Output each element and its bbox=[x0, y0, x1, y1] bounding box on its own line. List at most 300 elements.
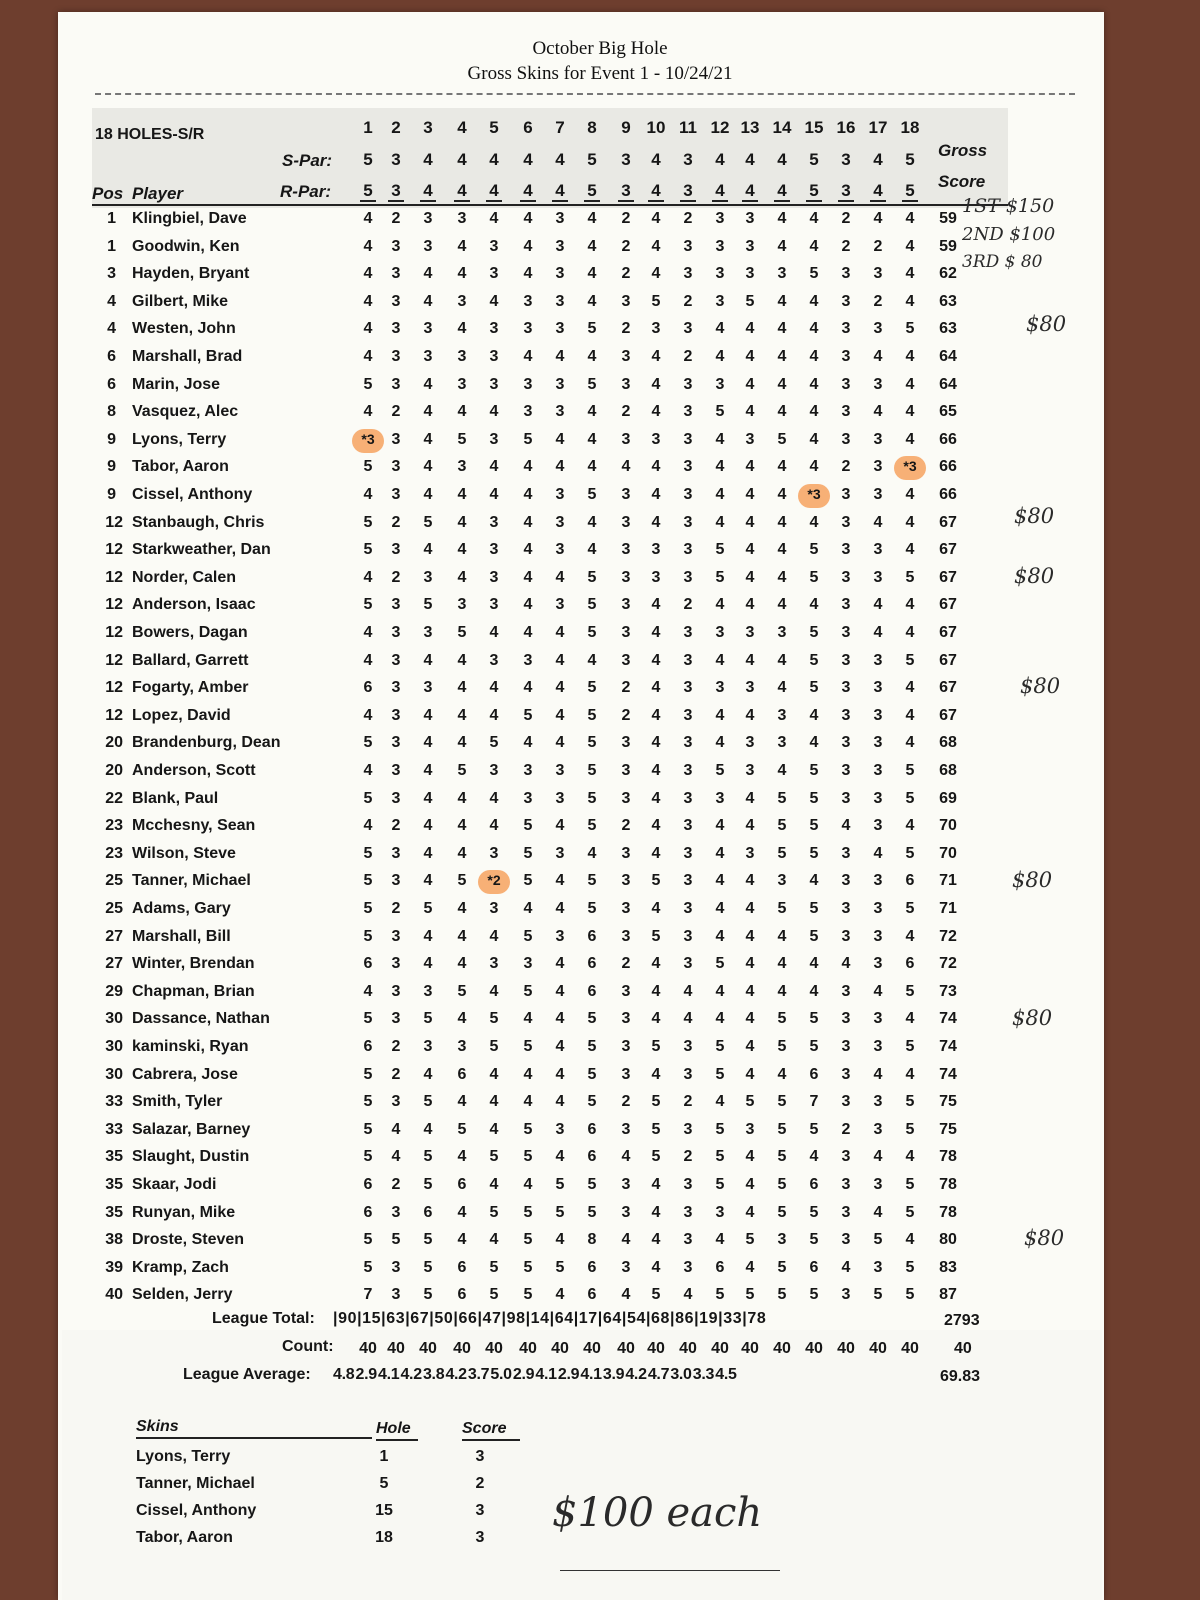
hole-score: 4 bbox=[651, 1010, 661, 1027]
player-name: Norder, Calen bbox=[132, 569, 237, 586]
hole-score: 5 bbox=[363, 458, 373, 475]
count-label: Count: bbox=[282, 1338, 334, 1355]
hole-score: 5 bbox=[777, 1093, 787, 1110]
hole-score: 4 bbox=[555, 817, 565, 834]
hole-score: 4 bbox=[745, 983, 755, 1000]
hole-score: 5 bbox=[587, 1204, 597, 1221]
hole-score: 4 bbox=[423, 955, 433, 972]
hole-score: 4 bbox=[555, 1093, 565, 1110]
pos-label: Pos bbox=[92, 184, 124, 203]
rpar-underline bbox=[870, 200, 886, 202]
hole-score: 3 bbox=[423, 210, 433, 227]
rpar-underline bbox=[712, 200, 728, 202]
hole-score: 4 bbox=[905, 928, 915, 945]
hole-score: 5 bbox=[523, 1259, 533, 1276]
hole-score: 4 bbox=[523, 1066, 533, 1083]
hole-score: 3 bbox=[391, 762, 401, 779]
hole-score: 4 bbox=[587, 293, 597, 310]
hole-score: 4 bbox=[423, 790, 433, 807]
hole-score: 5 bbox=[715, 1121, 725, 1138]
hole-score: 4 bbox=[745, 900, 755, 917]
gross-score: 80 bbox=[939, 1231, 957, 1248]
hole-score: 3 bbox=[683, 514, 693, 531]
hole-score: 3 bbox=[391, 1093, 401, 1110]
player-position: 6 bbox=[107, 376, 116, 393]
hole-score: 3 bbox=[841, 1038, 851, 1055]
hole-score: 3 bbox=[621, 431, 631, 448]
hole-score: 3 bbox=[683, 541, 693, 558]
hole-score: 2 bbox=[391, 1038, 401, 1055]
player-position: 20 bbox=[105, 734, 123, 751]
hole-score: 4 bbox=[587, 431, 597, 448]
hole-score: 5 bbox=[809, 1038, 819, 1055]
hole-score: 4 bbox=[715, 348, 725, 365]
hole-score: 3 bbox=[391, 320, 401, 337]
gross-score: 64 bbox=[939, 348, 957, 365]
hole-score: 4 bbox=[745, 569, 755, 586]
hole-score: 3 bbox=[457, 210, 467, 227]
rpar-value: 3 bbox=[683, 181, 693, 200]
hole-score: 4 bbox=[457, 790, 467, 807]
hole-score: 3 bbox=[391, 238, 401, 255]
hole-score: 4 bbox=[423, 458, 433, 475]
hole-score: 3 bbox=[489, 541, 499, 558]
report-subtitle: Gross Skins for Event 1 - 10/24/21 bbox=[467, 63, 733, 84]
hole-score: 3 bbox=[391, 486, 401, 503]
hole-score: 6 bbox=[715, 1259, 725, 1276]
hole-score: 4 bbox=[423, 734, 433, 751]
handwritten-first-place: 1ST $150 bbox=[962, 195, 1055, 217]
hole-score: 4 bbox=[777, 983, 787, 1000]
hole-score: 6 bbox=[423, 1204, 433, 1221]
hole-score: 4 bbox=[457, 1010, 467, 1027]
count-value: 40 bbox=[359, 1340, 377, 1357]
hole-score: 4 bbox=[651, 679, 661, 696]
hole-score: 2 bbox=[621, 679, 631, 696]
hole-score: 3 bbox=[489, 320, 499, 337]
hole-score: 5 bbox=[809, 900, 819, 917]
hole-score: 3 bbox=[745, 762, 755, 779]
hole-score: 4 bbox=[683, 1286, 693, 1303]
league-total-values: |90|15|63|67|50|66|47|98|14|64|17|64|54|68|86|19|33|78 bbox=[333, 1310, 767, 1327]
hole-score: 5 bbox=[457, 762, 467, 779]
hole-score: 6 bbox=[363, 679, 373, 696]
hole-score: 5 bbox=[423, 1093, 433, 1110]
hole-score: *3 bbox=[361, 431, 375, 447]
hole-score: 4 bbox=[489, 1093, 499, 1110]
hole-score: 5 bbox=[715, 1066, 725, 1083]
gross-score: 66 bbox=[939, 486, 957, 503]
hole-score: *3 bbox=[807, 486, 821, 502]
hole-score: 5 bbox=[905, 983, 915, 1000]
hole-score: 3 bbox=[651, 541, 661, 558]
hole-score: 3 bbox=[683, 1231, 693, 1248]
hole-score: 4 bbox=[651, 1259, 661, 1276]
player-position: 23 bbox=[105, 817, 123, 834]
hole-score: 4 bbox=[363, 652, 373, 669]
rpar-underline bbox=[520, 200, 536, 202]
player-position: 29 bbox=[105, 983, 123, 1000]
hole-score: 4 bbox=[651, 817, 661, 834]
hole-score: 4 bbox=[489, 486, 499, 503]
hole-score: 3 bbox=[423, 983, 433, 1000]
hole-score: 3 bbox=[621, 514, 631, 531]
hole-score: 4 bbox=[809, 210, 819, 227]
hole-score: 3 bbox=[683, 238, 693, 255]
hole-score: 3 bbox=[489, 955, 499, 972]
spar-value: 3 bbox=[391, 150, 401, 169]
rpar-underline bbox=[486, 200, 502, 202]
gross-score: 87 bbox=[939, 1286, 957, 1303]
hole-score: 5 bbox=[587, 817, 597, 834]
gross-score: 78 bbox=[939, 1204, 957, 1221]
hole-score: 5 bbox=[777, 431, 787, 448]
player-position: 20 bbox=[105, 762, 123, 779]
hole-score: 4 bbox=[841, 1259, 851, 1276]
hole-score: 3 bbox=[873, 790, 883, 807]
hole-score: 4 bbox=[391, 1148, 401, 1165]
hole-score: 4 bbox=[489, 707, 499, 724]
hole-score: 3 bbox=[683, 1121, 693, 1138]
gross-score: 72 bbox=[939, 955, 957, 972]
rpar-value: 5 bbox=[587, 181, 597, 200]
hole-score: 5 bbox=[777, 790, 787, 807]
hole-score: 4 bbox=[489, 1066, 499, 1083]
hole-score: 4 bbox=[457, 569, 467, 586]
hole-score: 5 bbox=[587, 790, 597, 807]
player-name: Westen, John bbox=[132, 320, 236, 337]
hole-score: 3 bbox=[715, 238, 725, 255]
hole-score: 3 bbox=[523, 762, 533, 779]
rpar-value: 4 bbox=[423, 181, 433, 200]
hole-score: 3 bbox=[555, 238, 565, 255]
player-position: 4 bbox=[107, 293, 116, 310]
hole-score: 5 bbox=[523, 1038, 533, 1055]
hole-score: 5 bbox=[489, 1038, 499, 1055]
gross-score: 63 bbox=[939, 320, 957, 337]
hole-score: 3 bbox=[391, 431, 401, 448]
rpar-value: 3 bbox=[621, 181, 631, 200]
hole-score: 5 bbox=[457, 872, 467, 889]
hole-score: 3 bbox=[745, 624, 755, 641]
player-position: 30 bbox=[105, 1066, 123, 1083]
hole-score: 3 bbox=[523, 790, 533, 807]
hole-score: 5 bbox=[777, 1176, 787, 1193]
hole-score: 4 bbox=[523, 596, 533, 613]
rpar-underline bbox=[360, 200, 376, 202]
hole-score: 5 bbox=[715, 955, 725, 972]
hole-score: 3 bbox=[873, 955, 883, 972]
hole-score: 5 bbox=[423, 1176, 433, 1193]
hole-score: 4 bbox=[715, 983, 725, 1000]
hole-score: 3 bbox=[621, 1121, 631, 1138]
player-name: Hayden, Bryant bbox=[132, 265, 250, 282]
hole-score: 5 bbox=[651, 1148, 661, 1165]
player-position: 8 bbox=[107, 403, 116, 420]
hole-score: 6 bbox=[587, 928, 597, 945]
skin-score: 3 bbox=[475, 1448, 485, 1465]
hole-score: 4 bbox=[745, 1204, 755, 1221]
hole-score: 4 bbox=[423, 265, 433, 282]
count-value: 40 bbox=[551, 1340, 569, 1357]
hole-score: 4 bbox=[489, 928, 499, 945]
hole-score: 3 bbox=[715, 293, 725, 310]
hole-score: 4 bbox=[555, 900, 565, 917]
hole-score: 3 bbox=[391, 293, 401, 310]
hole-score: 4 bbox=[809, 514, 819, 531]
hole-score: 3 bbox=[555, 376, 565, 393]
rpar-value: 4 bbox=[457, 181, 467, 200]
hole-score: 2 bbox=[621, 320, 631, 337]
hole-score: 4 bbox=[809, 458, 819, 475]
hole-score: 5 bbox=[423, 514, 433, 531]
hole-score: 4 bbox=[621, 1286, 631, 1303]
count-value: 40 bbox=[741, 1340, 759, 1357]
hole-score: 2 bbox=[683, 210, 693, 227]
hole-score: 5 bbox=[809, 569, 819, 586]
hole-score: 5 bbox=[587, 872, 597, 889]
hole-score: 4 bbox=[873, 1148, 883, 1165]
hole-number: 14 bbox=[772, 118, 792, 137]
hole-score: 4 bbox=[363, 238, 373, 255]
hole-score: 3 bbox=[873, 1010, 883, 1027]
hole-score: 4 bbox=[809, 376, 819, 393]
hole-score: 5 bbox=[423, 596, 433, 613]
player-position: 12 bbox=[105, 679, 123, 696]
hole-score: 3 bbox=[715, 210, 725, 227]
hole-score: 4 bbox=[555, 1231, 565, 1248]
spar-value: 4 bbox=[423, 150, 433, 169]
hole-score: 4 bbox=[587, 348, 597, 365]
hole-score: 4 bbox=[905, 348, 915, 365]
hole-score: 5 bbox=[651, 1286, 661, 1303]
hole-score: 5 bbox=[423, 1010, 433, 1027]
player-position: 33 bbox=[105, 1121, 123, 1138]
hole-score: 5 bbox=[715, 762, 725, 779]
hole-score: 4 bbox=[621, 458, 631, 475]
format-label: 18 HOLES-S/R bbox=[95, 126, 205, 143]
hole-score: 5 bbox=[809, 1010, 819, 1027]
hole-score: 3 bbox=[423, 624, 433, 641]
hole-score: 3 bbox=[683, 1204, 693, 1221]
hole-score: 5 bbox=[587, 569, 597, 586]
hole-score: 4 bbox=[587, 265, 597, 282]
hole-score: 3 bbox=[841, 652, 851, 669]
hole-score: 3 bbox=[621, 983, 631, 1000]
hole-score: 5 bbox=[587, 734, 597, 751]
hole-score: 4 bbox=[363, 210, 373, 227]
hole-score: 3 bbox=[873, 1176, 883, 1193]
hole-score: 2 bbox=[621, 817, 631, 834]
hole-score: 4 bbox=[715, 652, 725, 669]
hole-score: 3 bbox=[841, 403, 851, 420]
hole-score: 3 bbox=[841, 734, 851, 751]
hole-score: 4 bbox=[523, 1010, 533, 1027]
hole-score: 4 bbox=[905, 403, 915, 420]
hole-score: 5 bbox=[745, 1231, 755, 1248]
spar-value: 3 bbox=[621, 150, 631, 169]
rpar-underline bbox=[618, 200, 634, 202]
hole-score: 4 bbox=[683, 983, 693, 1000]
player-name: Wilson, Steve bbox=[132, 845, 236, 862]
hole-number: 1 bbox=[363, 118, 373, 137]
handwritten-second-place: 2ND $100 bbox=[962, 224, 1056, 245]
hole-score: 4 bbox=[423, 293, 433, 310]
hole-score: 5 bbox=[809, 265, 819, 282]
hole-score: 4 bbox=[523, 210, 533, 227]
hole-score: 3 bbox=[841, 514, 851, 531]
hole-score: 6 bbox=[905, 872, 915, 889]
hole-score: 5 bbox=[363, 596, 373, 613]
gross-score: 67 bbox=[939, 569, 957, 586]
hole-score: 5 bbox=[587, 1066, 597, 1083]
hole-number: 6 bbox=[523, 118, 533, 137]
hole-score: 4 bbox=[457, 514, 467, 531]
hole-score: 4 bbox=[651, 955, 661, 972]
hole-score: 5 bbox=[905, 1038, 915, 1055]
hole-score: 5 bbox=[391, 1231, 401, 1248]
hole-score: 3 bbox=[873, 569, 883, 586]
spar-value: 4 bbox=[489, 150, 499, 169]
player-position: 35 bbox=[105, 1148, 123, 1165]
hole-score: 4 bbox=[489, 1231, 499, 1248]
gross-score: 63 bbox=[939, 293, 957, 310]
hole-score: 5 bbox=[363, 790, 373, 807]
hole-score: 3 bbox=[841, 928, 851, 945]
hole-score: 3 bbox=[651, 569, 661, 586]
hole-score: 3 bbox=[621, 1204, 631, 1221]
hole-score: 5 bbox=[587, 900, 597, 917]
hole-score: 4 bbox=[905, 596, 915, 613]
count-value: 40 bbox=[387, 1340, 405, 1357]
hole-score: 5 bbox=[363, 900, 373, 917]
hole-score: 4 bbox=[621, 1148, 631, 1165]
hole-score: 4 bbox=[489, 624, 499, 641]
hole-score: 5 bbox=[587, 679, 597, 696]
hole-score: 5 bbox=[715, 1176, 725, 1193]
hole-score: 3 bbox=[489, 762, 499, 779]
player-position: 23 bbox=[105, 845, 123, 862]
rpar-underline bbox=[838, 200, 854, 202]
hole-score: 4 bbox=[555, 1010, 565, 1027]
hole-score: 4 bbox=[555, 431, 565, 448]
hole-score: 5 bbox=[587, 1093, 597, 1110]
gross-score: 67 bbox=[939, 679, 957, 696]
skin-winner-name: Lyons, Terry bbox=[136, 1448, 231, 1465]
hole-score: 5 bbox=[777, 1259, 787, 1276]
hole-score: 3 bbox=[391, 955, 401, 972]
player-name: Lyons, Terry bbox=[132, 431, 227, 448]
hole-score: 5 bbox=[555, 1259, 565, 1276]
hole-score: 5 bbox=[905, 790, 915, 807]
handwritten-amount: $80 bbox=[1012, 868, 1053, 892]
gross-score: 78 bbox=[939, 1176, 957, 1193]
hole-score: 3 bbox=[651, 431, 661, 448]
hole-score: 4 bbox=[745, 790, 755, 807]
hole-score: 3 bbox=[621, 845, 631, 862]
player-name: Skaar, Jodi bbox=[132, 1176, 217, 1193]
gross-score: 64 bbox=[939, 376, 957, 393]
hole-score: 4 bbox=[651, 624, 661, 641]
hole-score: 3 bbox=[555, 293, 565, 310]
hole-score: 3 bbox=[683, 817, 693, 834]
hole-score: 6 bbox=[809, 1066, 819, 1083]
player-name: Cabrera, Jose bbox=[132, 1066, 238, 1083]
hole-score: 3 bbox=[391, 734, 401, 751]
hole-score: 3 bbox=[555, 845, 565, 862]
hole-score: 5 bbox=[555, 1204, 565, 1221]
spar-value: 3 bbox=[841, 150, 851, 169]
hole-score: 3 bbox=[489, 652, 499, 669]
hole-score: 4 bbox=[715, 707, 725, 724]
gross-score: 59 bbox=[939, 238, 957, 255]
hole-score: 4 bbox=[489, 983, 499, 1000]
hole-score: 3 bbox=[683, 1259, 693, 1276]
hole-score: 3 bbox=[841, 265, 851, 282]
hole-score: 3 bbox=[777, 1231, 787, 1248]
hole-score: 4 bbox=[523, 679, 533, 696]
skins-underline bbox=[136, 1437, 372, 1439]
hole-score: 4 bbox=[715, 1093, 725, 1110]
skin-hole: 1 bbox=[379, 1448, 389, 1465]
gross-score: 74 bbox=[939, 1010, 957, 1027]
hole-score: 3 bbox=[523, 293, 533, 310]
hole-score: 3 bbox=[683, 872, 693, 889]
player-position: 25 bbox=[105, 900, 123, 917]
hole-score: 5 bbox=[489, 1259, 499, 1276]
count-value: 40 bbox=[519, 1340, 537, 1357]
hole-score: 4 bbox=[873, 845, 883, 862]
hole-score: 3 bbox=[555, 265, 565, 282]
hole-score: 5 bbox=[809, 1286, 819, 1303]
gross-score: 65 bbox=[939, 403, 957, 420]
player-position: 30 bbox=[105, 1010, 123, 1027]
player-position: 12 bbox=[105, 514, 123, 531]
skin-winner-name: Tabor, Aaron bbox=[136, 1529, 233, 1546]
rpar-label: R-Par: bbox=[280, 182, 332, 201]
hole-score: 6 bbox=[587, 955, 597, 972]
hole-score: 3 bbox=[523, 652, 533, 669]
hole-score: 3 bbox=[555, 403, 565, 420]
hole-score: 4 bbox=[587, 514, 597, 531]
hole-score: 4 bbox=[777, 320, 787, 337]
hole-score: 5 bbox=[457, 431, 467, 448]
hole-score: 3 bbox=[391, 596, 401, 613]
hole-score: 3 bbox=[489, 376, 499, 393]
hole-score: 3 bbox=[683, 1066, 693, 1083]
hole-score: 4 bbox=[363, 403, 373, 420]
hole-score: 3 bbox=[745, 265, 755, 282]
hole-score: 4 bbox=[651, 790, 661, 807]
hole-score: 5 bbox=[489, 1010, 499, 1027]
hole-score: 3 bbox=[873, 376, 883, 393]
hole-score: 6 bbox=[363, 1204, 373, 1221]
hole-score: 3 bbox=[391, 458, 401, 475]
hole-score: 5 bbox=[809, 928, 819, 945]
gross-score: 67 bbox=[939, 596, 957, 613]
hole-number: 5 bbox=[489, 118, 499, 137]
hole-score: 5 bbox=[651, 872, 661, 889]
hole-score: 4 bbox=[363, 817, 373, 834]
player-name: Slaught, Dustin bbox=[132, 1148, 250, 1165]
hole-number: 15 bbox=[804, 118, 824, 137]
hole-score: 4 bbox=[777, 514, 787, 531]
hole-score: 3 bbox=[489, 514, 499, 531]
hole-score: 3 bbox=[873, 486, 883, 503]
hole-score: 4 bbox=[363, 348, 373, 365]
count-value: 40 bbox=[901, 1340, 919, 1357]
rpar-value: 5 bbox=[363, 181, 373, 200]
